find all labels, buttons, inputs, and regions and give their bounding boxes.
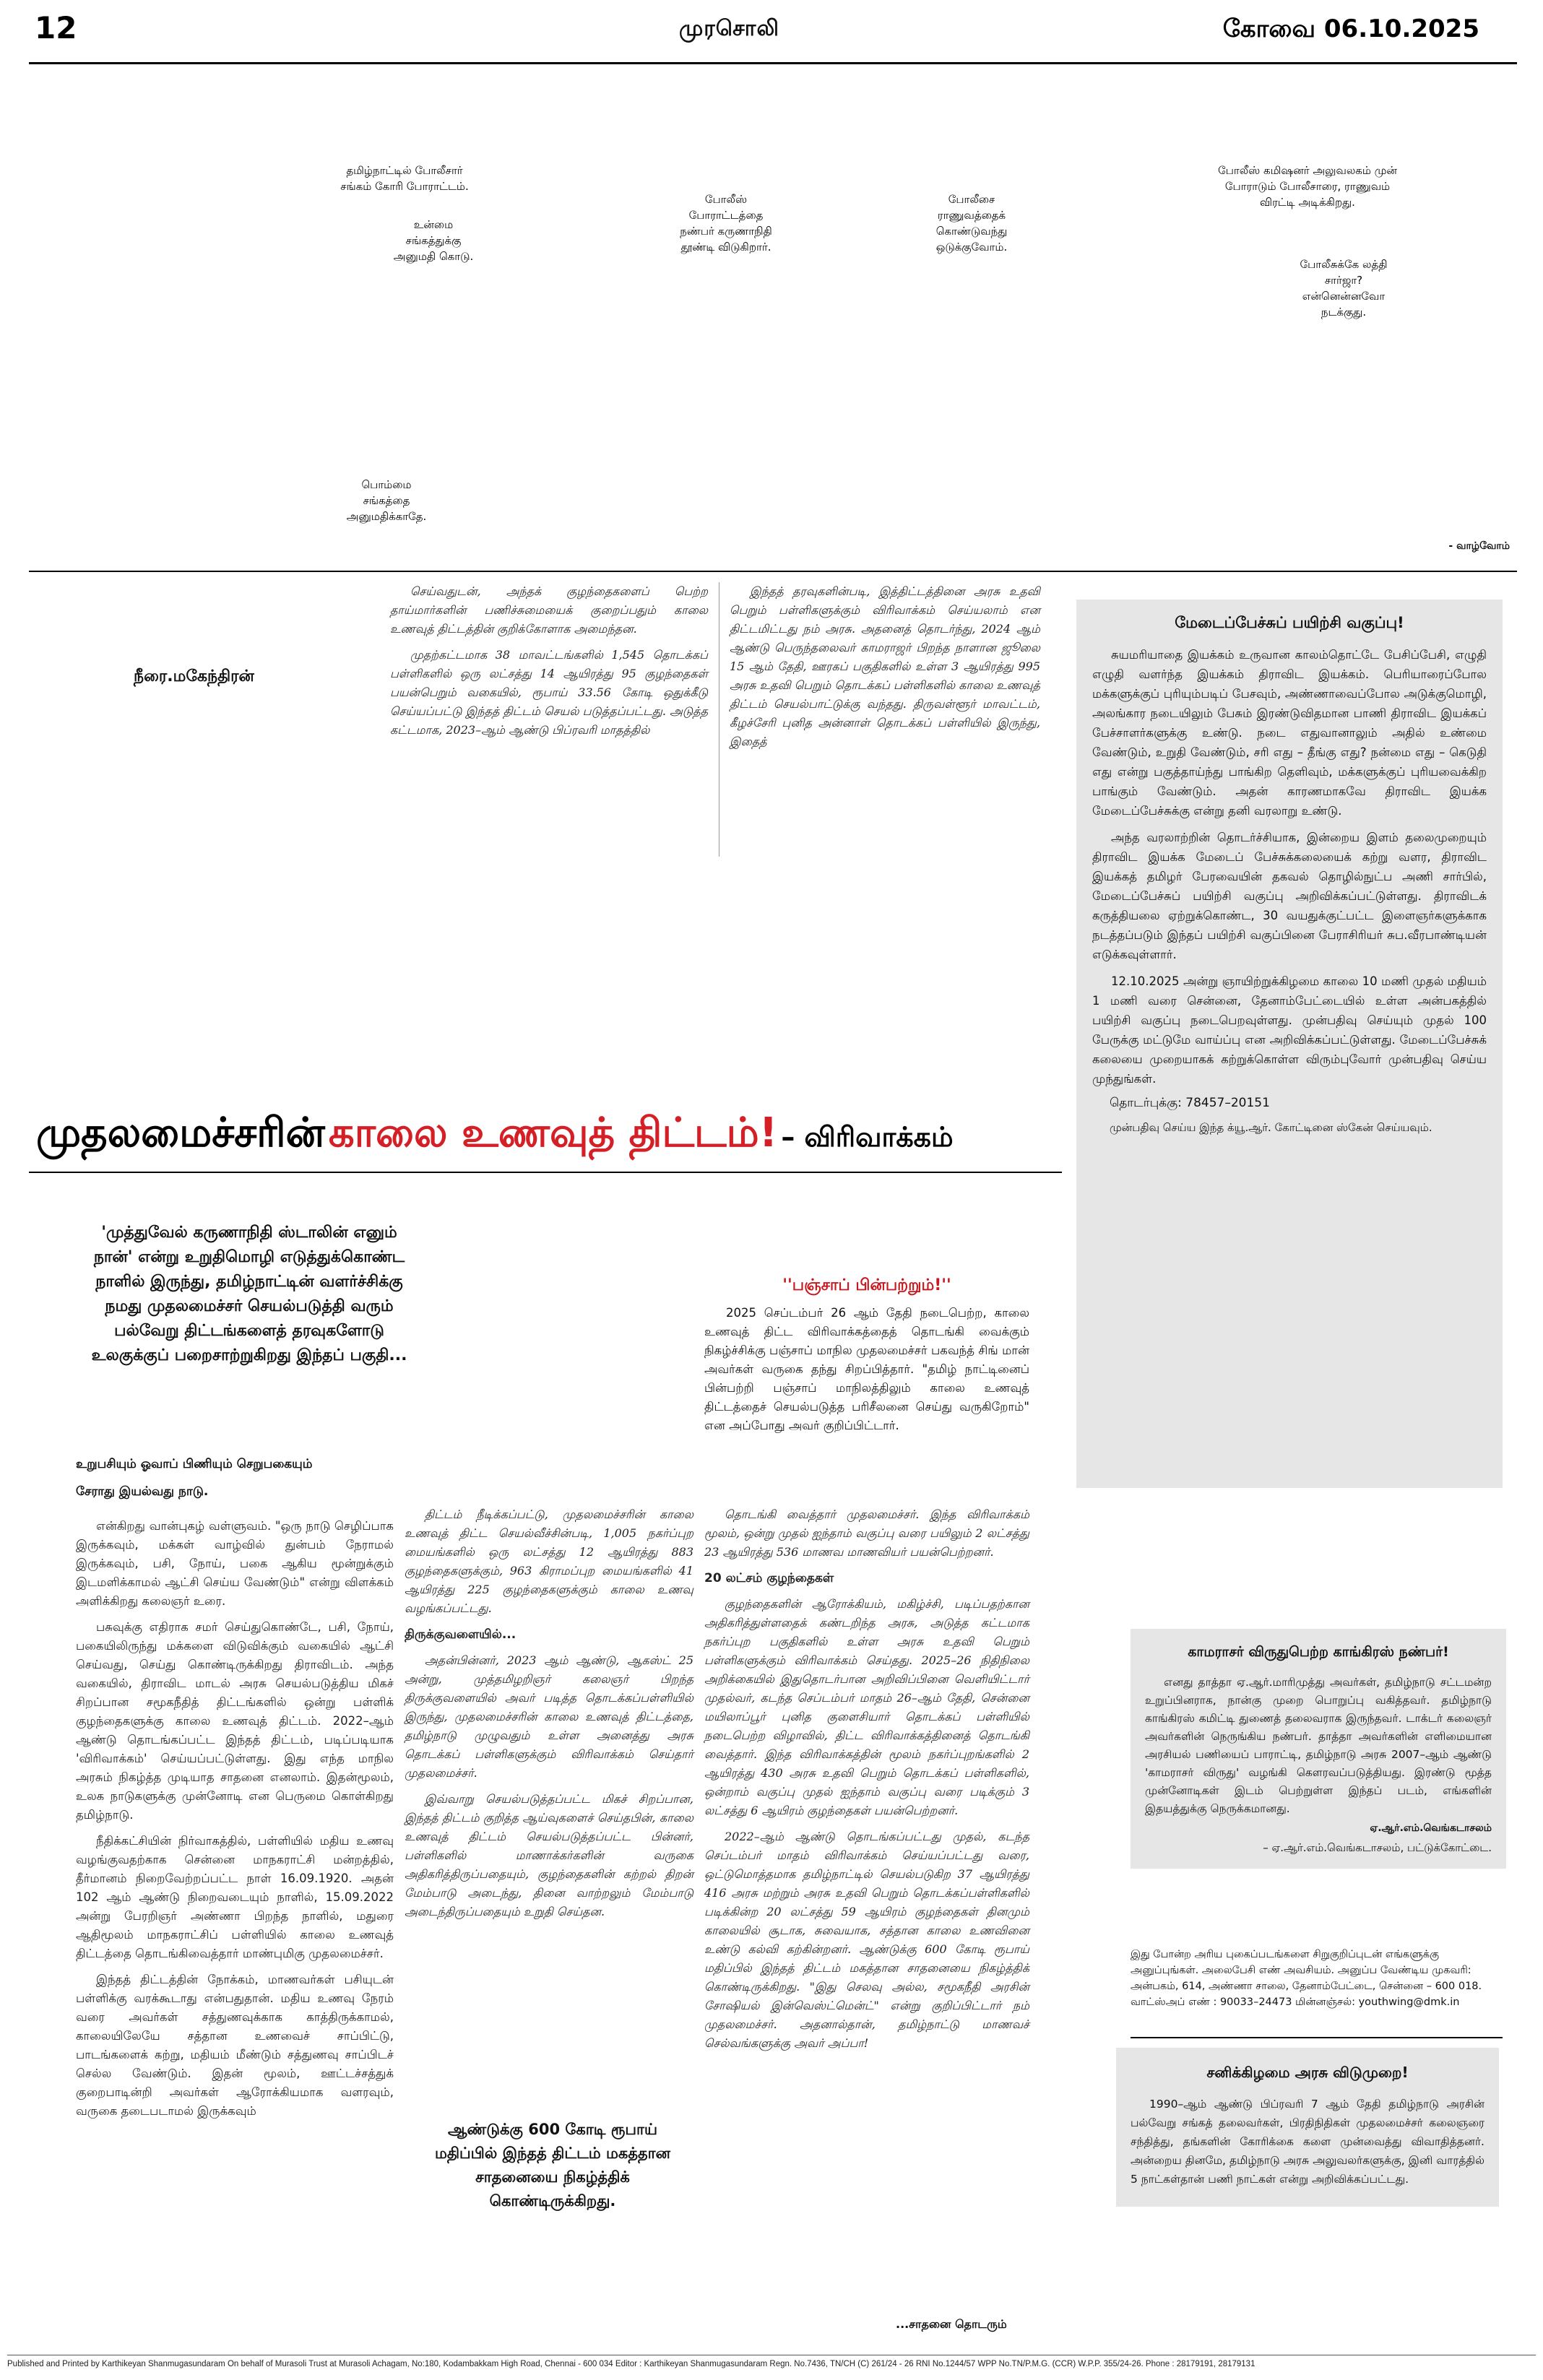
article-paragraph: திட்டம் நீடிக்கப்பட்டு, முதலமைச்சரின் காலை உணவுத் திட்ட செயல்வீச்சின்படி, 1,005 நகர்ப்புற மையங்களில் ஒரு லட்சத்து 12 ஆயிரத்து 883 குழந்தைகளுக்கும், 963 கிராமப்புற மையங்களில் 41 ஆயிரத்து 225 குழந்தைகளுக்கும் காலை உணவு வழங்கப்பட்டது. [405, 1507, 693, 1615]
cartoon-rule [29, 571, 1517, 572]
article-paragraph: இவ்வாறு செயல்படுத்தப்பட்ட மிகச் சிறப்பான, இந்தத் திட்டம் குறித்த ஆய்வுகளைச் செய்தபின், காலை உணவுத் திட்டம் செயல்படுத்தப்பட்ட பின்னர், பள்ளிகளில் மாணாக்கர்களின் வருகை அதிகரித்திருப்பதையும், குழந்தைகளின் கற்றல் திறன் மேம்பாடு அடைந்து, தினை வாற்றலும் மேம்பாடு அடைந்திருப்பதையும் உறுதி செய்தன. [405, 1792, 693, 1918]
subhead-thirukkuvalai: திருக்குவளையில்... [405, 1627, 517, 1642]
kamarajar-photo-caption: ஏ.ஆர்.எம்.வெங்கடாசலம் [1370, 1822, 1492, 1834]
continued-label: ...சாதனை தொடரும் [896, 2317, 1007, 2331]
verse [76, 1450, 394, 1505]
verse-line-2: சேராது இயல்வது நாடு. [76, 1484, 209, 1499]
subhead-20-lakh: 20 லட்சம் குழந்தைகள் [704, 1571, 834, 1585]
article-paragraph: நீதிக்கட்சியின் நிர்வாகத்தில், பள்ளியில் மதிய உணவு வழங்குவதற்காக சென்னை மாநகராட்சி மன்றத்தில், தீர்மானம் நிறைவேற்றப்பட்ட நாள் 16.09.1920. அதன் 102 ஆம் ஆண்டு நிறைவடையும் நாளில், 15.09.2022 அன்று பேரறிஞர் அண்ணா பிறந்த நாளில், மதுரை ஆதிமூலம் மாநகராட்சிப் பள்ளியில் காலை உணவுத் திட்டத்தை தொடங்கிவைத்தார் மாண்புமிகு முதலமைச்சர். [76, 1834, 394, 1960]
intro-paragraph: செய்வதுடன், அந்தக் குழந்தைகளைப் பெற்ற தாய்மார்களின் பணிச்சுமையைக் குறைப்பதும் காலை உணவுத் திட்டத்தின் குறிக்கோளாக அமைந்தன. [390, 584, 708, 636]
headline-suffix: – விரிவாக்கம் [781, 1121, 954, 1153]
footer-imprint: Published and Printed by Karthikeyan Shanmugasundaram On behalf of Murasoli Trust at Murasoli Achagam, No:180, Kodambakkam High Road, Chennai - 600 034 Editor : Karthikeyan Shanmugasundaram Regn. No.7436, TN/CH (C) 261/24 - 26 RNI No.1244/57 WPP No.TN/P.M.G. (CCR) W.P.P. 355/24-26. Phone : 28179191, 28179131 [7, 2360, 1255, 2368]
verse-line-1: உறுபசியும் ஓவாப் பிணியும் செறுபகையும் [76, 1457, 313, 1471]
paper-name: முரசொலி [679, 16, 779, 41]
cartoon-credit: - வாழ்வோம் [1448, 540, 1510, 552]
headline-rule [29, 1172, 1062, 1173]
masthead-rule [29, 62, 1517, 64]
punjab-title: ''பஞ்சாப் பின்பற்றும்!'' [782, 1276, 951, 1294]
punjab-text: 2025 செப்டம்பர் 26 ஆம் தேதி நடைபெற்ற, காலை உணவுத் திட்ட விரிவாக்கத்தைத் தொடங்கி வைக்கும் நிகழ்ச்சிக்கு பஞ்சாப் மாநில முதலமைச்சர் பகவந்த் சிங் மான் அவர்கள் வருகை தந்து சிறப்பித்தார். "தமிழ் நாட்டினைப் பின்பற்றி பஞ்சாப் மாநிலத்திலும் காலை உணவுத் திட்டத்தைச் செயல்படுத்த பரிசீலனை செய்து வருகிறோம்" என அப்போது அவர் குறிப்பிட்டார். [704, 1306, 1029, 1432]
cartoon-bubble-7: பொம்மை சங்கத்தை அனுமதிக்காதே. [346, 478, 427, 523]
article-paragraph: குழந்தைகளின் ஆரோக்கியம், மகிழ்ச்சி, படிப்பதற்கான அதிகரித்துள்ளதைக் கண்டறிந்த அரசு, அடுத்த கட்டமாக நகர்ப்புற பகுதிகளில் உள்ள அரசு உதவி பெறும் பள்ளிகளுக்கும் விரிவாக்கம் செய்தது. 2025–26 நிதிநிலை அறிக்கையில் இதுதொடர்பான அறிவிப்பினை வெளியிட்டார் முதல்வர், கடந்த செப்டம்பர் மாதம் 26–ஆம் தேதி, சென்னை மயிலாப்பூர் புனித குளைசியார் தொடக்கப் பள்ளியில் நடைபெற்ற விழாவில், திட்ட விரிவாக்கத்தினைத் தொடங்கி வைத்தார். இந்த விரிவாக்கத்தின் மூலம் நகர்ப்புறங்களில் 2 ஆயிரத்து 430 அரசு உதவி பெறும் தொடக்கப் பள்ளிகளில், ஒன்றாம் வகுப்பு முதல் ஐந்தாம் வகுப்பு வரை படிக்கும் 3 லட்சத்து 6 ஆயிரம் குழந்தைகள் பயன்பெற்றனர். [704, 1597, 1029, 1817]
contribution-notice [1131, 1947, 1492, 2010]
headline-red: காலை உணவுத் திட்டம்! [328, 1109, 778, 1156]
speech-paragraph: 12.10.2025 அன்று ஞாயிற்றுக்கிழமை காலை 10 மணி முதல் மதியம் 1 மணி வரை சென்னை, தேனாம்பேட்டையில் உள்ள அன்பகத்தில் பயிற்சி வகுப்பு நடைபெறவுள்ளது. முன்பதிவு செய்யும் முதல் 100 பேருக்கு மட்டுமே வாய்ப்பு என அறிவிக்கப்பட்டுள்ளது. மேடைப்பேச்சுக் கலையை முறையாகக் கற்றுக்கொள்ள விரும்புவோர் முன்பதிவு செய்ய முந்துங்கள். [1092, 974, 1487, 1086]
intro-paragraph: முதற்கட்டமாக 38 மாவட்டங்களில் 1,545 தொடக்கப் பள்ளிகளில் ஒரு லட்சத்து 14 ஆயிரத்து 95 குழந்தைகள் பயன்பெறும் வகையில், ரூபாய் 33.56 கோடி ஒதுக்கீடு செய்யப்பட்டு இந்தத் திட்டம் செயல் படுத்தப்பட்டது. அடுத்த கட்டமாக, 2023–ஆம் ஆண்டு பிப்ரவரி மாதத்தில் [390, 648, 708, 737]
intro-paragraph: இந்தத் தரவுகளின்படி, இத்திட்டத்தினை அரசு உதவி பெறும் பள்ளிகளுக்கும் விரிவாக்கம் செய்யலாம் என திட்டமிட்டது நம் அரசு. அதனைத் தொடர்ந்து, 2024 ஆம் ஆண்டு பெருந்தலைவர் காமராஜர் பிறந்த நாளான ஜூலை 15 ஆம் தேதி, ஊரகப் பகுதிகளில் உள்ள 3 ஆயிரத்து 995 அரசு உதவி பெறும் தொடக்கப் பள்ளிகளில் காலை உணவுத் திட்டம் செயல்பாட்டுக்கு வந்தது. திருவள்ளூர் மாவட்டம், கீழச்சேரி புனித அன்னாள் தொடக்கப் பள்ளியில் இருந்து, இதைத் [730, 584, 1040, 748]
article-column-3 [704, 1505, 1029, 2060]
notice-text: இது போன்ற அரிய புகைப்படங்களை சிறுகுறிப்புடன் எங்களுக்கு அனுப்புங்கள். அலைபேசி எண் அவசியம். அனுப்ப வேண்டிய முகவரி: அன்பகம், 614, அண்ணா சாலை, தேனாம்பேட்டை, சென்னை – 600 018. [1131, 1949, 1482, 1992]
speech-paragraph: அந்த வரலாற்றின் தொடர்ச்சியாக, இன்றைய இளம் தலைமுறையும் திராவிட இயக்க மேடைப் பேச்சுக்கலையைக் கற்று வளர, திராவிட இயக்கத் தமிழர் பேரவையின் தகவல் தொழில்நுட்ப அணி சார்பில், மேடைப்பேச்சுப் பயிற்சி வகுப்பு அறிவிக்கப்பட்டுள்ளது. திராவிடக் கருத்தியலை ஏற்றுக்கொண்ட, 30 வயதுக்குட்பட்ட இளைஞர்களுக்காக நடத்தப்படும் இந்தப் பயிற்சி வகுப்பினை பேராசிரியர் சுப.வீரபாண்டியன் எடுக்கவுள்ளார். [1092, 831, 1487, 961]
cartoon-bubble-1: தமிழ்நாட்டில் போலீசார் சங்கம் கோரி போராட்டம். [340, 164, 469, 193]
intro-column-2 [730, 582, 1040, 758]
kamarajar-signoff: – ஏ.ஆர்.எம்.வெங்கடாசலம், பட்டுக்கோட்டை. [1263, 1841, 1492, 1854]
speech-paragraph: சுயமரியாதை இயக்கம் உருவான காலம்தொட்டே பேசிப்பேசி, எழுதி எழுதி வளர்ந்த இயக்கம் திராவிட இயக்கம். பெரியாரைப்போல மக்களுக்குப் புரியும்படிப் பேசவும், அண்ணாவைப்போல அடுக்குமொழி, அலங்கார நடையிலும் பேசும் இரண்டுவிதமான பாணி திராவிட இயக்கப் பேச்சாளர்களுக்கு உண்டு. நடை எதுவானாலும் அதில் உண்மை வேண்டும், உறுதி வேண்டும், சரி எது – தீங்கு எது? நன்மை எது – கெடுதி எது என்று பகுத்தாய்ந்து பாங்கிற தெளிவும், மக்களுக்குப் புரியவைக்கிற பாங்கும் வேண்டும். அதன் காரணமாகவே திராவிட இயக்க மேடைப்பேச்சுக்கு என்று தனி வரலாறு உண்டு. [1092, 648, 1487, 818]
speech-contact: தொடர்புக்கு: 78457–20151 [1110, 1096, 1270, 1110]
kamarajar-box [1131, 1629, 1506, 1869]
qr-note: முன்பதிவு செய்ய இந்த க்யூ.ஆர். கோட்டினை ஸ்கேன் செய்யவும். [1110, 1121, 1432, 1134]
cartoon-bubble-4: போலீசை ராணுவத்தைக் கொண்டுவந்து ஒடுக்குவோம். [935, 193, 1008, 254]
cartoon-bubble-2: உன்மை சங்கத்துக்கு அனுமதி கொடு. [393, 218, 474, 263]
saturday-box [1116, 2048, 1499, 2207]
article-paragraph: பசுவுக்கு எதிராக சமர் செய்துகொண்டே, பசி, நோய், பகையிலிருந்து மக்களை விடுவிக்கும் வகையில் ஆட்சி செய்வது, செய்து கொண்டிருக்கிறது திராவிடம். அந்த வகையில், திராவிட மாடல் அரசு செயல்படுத்திய மிகச் சிறப்பான சமூகநீதித் திட்டங்களில் ஒன்று பள்ளிக் குழந்தைகளுக்கு காலை உணவுத் திட்டம். 2022–ஆம் ஆண்டு தொடங்கப்பட்ட இந்தத் திட்டம், படிப்படியாக 'விரிவாக்கம்' செய்யப்பட்டுள்ளது. இது எந்த மாநில அரசும் நிகழ்த்த முடியாத சாதனை எனலாம். இதன்மூலம், உலக நாடுகளுக்கு முன்னோடி என பெருமை கொள்கிறது தமிழ்நாடு. [76, 1620, 394, 1822]
article-paragraph: என்கிறது வான்புகழ் வள்ளுவம். "ஒரு நாடு செழிப்பாக இருக்கவும், மக்கள் வாழ்வில் துன்பம் நேராமல் இருக்கவும், பசி, நோய், பகை ஆகிய மூன்றுக்கும் இடமளிக்காமல் ஆட்சி செய்ய வேண்டும்" என்று விளக்கம் அளிக்கிறது கலைஞர் உரை. [76, 1519, 394, 1608]
article-paragraph: தொடங்கி வைத்தார் முதலமைச்சர். இந்த விரிவாக்கம் மூலம், ஒன்று முதல் ஐந்தாம் வகுப்பு வரை பயிலும் 2 லட்சத்து 23 ஆயிரத்து 536 மாணவ மாணவியர் பயன்பெற்றனர். [704, 1507, 1029, 1559]
article-column-2 [405, 1505, 693, 1929]
speech-class-title: மேடைப்பேச்சுப் பயிற்சி வகுப்பு! [1175, 614, 1404, 631]
kamarajar-title: காமராசர் விருதுபெற்ற காங்கிரஸ் நண்பர்! [1188, 1644, 1449, 1660]
cartoon-bubble-6: போலீசுக்கே லத்தி சார்ஜா? என்னென்னவோ நடக்குது. [1300, 258, 1388, 319]
cartoon-strip [29, 144, 1517, 563]
article-paragraph: இந்தத் திட்டத்தின் நோக்கம், மாணவர்கள் பசியுடன் பள்ளிக்கு வரக்கூடாது என்பதுதான். மதிய உணவு நேரம் வரை அவர்கள் சத்துணவுக்காக காத்திருக்காமல், காலையிலேயே சத்தான உணவைச் சாப்பிட்டு, பாடங்களைக் கற்று, மதியம் மீண்டும் சத்துணவு சாப்பிடச் செல்ல வேண்டும். இதன் மூலம், ஊட்டச்சத்துக் குறைபாடின்றி அவர்கள் ஆரோக்கியமாக வளரவும், வருகை தடைபடாமல் இருக்கவும் [76, 1973, 394, 2118]
cartoon-bubble-5: போலீஸ் கமிஷனர் அலுவலகம் முன் போராடும் போலீசாரை, ராணுவம் விரட்டி அடிக்கிறது. [1218, 164, 1397, 209]
pull-quote: ஆண்டுக்கு 600 கோடி ரூபாய் மதிப்பில் இந்தத் திட்டம் மகத்தான சாதனையை நிகழ்த்திக் கொண்டிருக்கிறது. [434, 2121, 671, 2210]
intro-column-1 [390, 582, 708, 747]
article-paragraph: 2022–ஆம் ஆண்டு தொடங்கப்பட்டது முதல், கடந்த செப்டம்பர் மாதம் விரிவாக்கம் செய்யப்பட்டது வரை, ஒட்டுமொத்தமாக தமிழ்நாட்டில் செயல்படுகிற 37 ஆயிரத்து 416 அரசு மற்றும் அரசு உதவி பெறும் தொடக்கப்பள்ளிகளில் படிக்கின்ற 20 லட்சத்து 59 ஆயிரம் குழந்தைகள் தினமும் காலையில் சூடாக, சுவையாக, சத்தான காலை உணவினை உண்டு கல்வி கற்கின்றனர். ஆண்டுக்கு 600 கோடி ரூபாய் மதிப்பில் இந்தத் திட்டம் மகத்தான சாதனையை நிகழ்த்திக் கொண்டிருக்கிறது. "இது செலவு அல்ல, சமூகநீதி அரசின் சோஷியல் இன்வெஸ்ட்மென்ட்" என்று குறிப்பிட்டார் நம் முதலமைச்சர். அதனால்தான், தமிழ்நாட்டு மாணவச் செல்வங்களுக்கு அவர் அப்பா! [704, 1830, 1029, 2050]
kamarajar-text: எனது தாத்தா ஏ.ஆர்.மாரிமுத்து அவர்கள், தமிழ்நாடு சட்டமன்ற உறுப்பினராக, நான்கு முறை பொறுப்பு வகித்தவர். தமிழ்நாடு காங்கிரஸ் கமிட்டி துணைத் தலைவராக இருந்தவர். டாக்டர் கலைஞர் அவர்களின் நெருங்கிய நண்பர். தாத்தா அவர்களின் எளிமையான அரசியல் பணியைப் பாராட்டி, தமிழ்நாடு அரசு 2007–ஆம் ஆண்டு 'காமராசர் விருது' வழங்கி கௌரவப்படுத்தியது. இரண்டு மூத்த முன்னோடிகள் இடம் பெற்றுள்ள இந்தப் படம், எங்களின் இதயத்துக்கு நெருக்கமானது. [1145, 1676, 1492, 1815]
article-column-1 [76, 1517, 394, 2128]
speech-class-box [1076, 600, 1503, 1488]
article-paragraph: அதன்பின்னர், 2023 ஆம் ஆண்டு, ஆகஸ்ட் 25 அன்று, முத்தமிழறிஞர் கலைஞர் பிறந்த திருக்குவளையில் அவர் படித்த தொடக்கப்பள்ளியில் இருந்து, முதலமைச்சரின் காலை உணவுத் திட்டத்தை, தமிழ்நாடு முழுவதும் உள்ள அனைத்து அரசு தொடக்கப் பள்ளிகளுக்கும் விரிவாக்கம் செய்தார் முதலமைச்சர். [405, 1653, 693, 1780]
saturday-title: சனிக்கிழமை அரசு விடுமுறை! [1206, 2064, 1409, 2081]
notice-rule [1131, 2037, 1503, 2038]
punjab-box [704, 1276, 1029, 1435]
author-byline: நீரை.மகேந்திரன் [134, 667, 254, 685]
headline [36, 1109, 1062, 1161]
cartoon-bubble-3: போலீஸ் போராட்டத்தை நண்பர் கருணாநிதி தூண்டி விடுகிறார். [680, 193, 772, 254]
dateline: கோவை 06.10.2025 [1222, 14, 1479, 43]
lead-quote: 'முத்துவேல் கருணாநிதி ஸ்டாலின் எனும் நான்' என்று உறுதிமொழி எடுத்துக்கொண்ட நாளில் இருந்து, தமிழ்நாட்டின் வளர்ச்சிக்கு நமது முதலமைச்சர் செயல்படுத்தி வரும் பல்வேறு திட்டங்களைத் தரவுகளோடு உலகுக்குப் பறைசாற்றுகிறது இந்தப் பகுதி... [91, 1224, 407, 1364]
page-number: 12 [35, 10, 77, 46]
notice-contact: வாட்ஸ்அப் எண் : 90033–24473 மின்னஞ்சல்: youthwing@dmk.in [1131, 1996, 1460, 2008]
headline-black: முதலமைச்சரின் [36, 1109, 325, 1156]
saturday-text: 1990–ஆம் ஆண்டு பிப்ரவரி 7 ஆம் தேதி தமிழ்நாடு அரசின் பல்வேறு சங்கத் தலைவர்கள், பிரதிநிதிகள் முதலமைச்சர் கலைஞரை சந்தித்து, தங்களின் கோரிக்கை களை முன்வைத்து விவாதித்தனர். அன்றைய தினமே, தமிழ்நாடு அரசு அலுவலர்களுக்கு, இனி வாரத்தில் 5 நாட்கள்தான் பணி நாட்கள் என்று அறிவிக்கப்பட்டது. [1131, 2098, 1484, 2186]
